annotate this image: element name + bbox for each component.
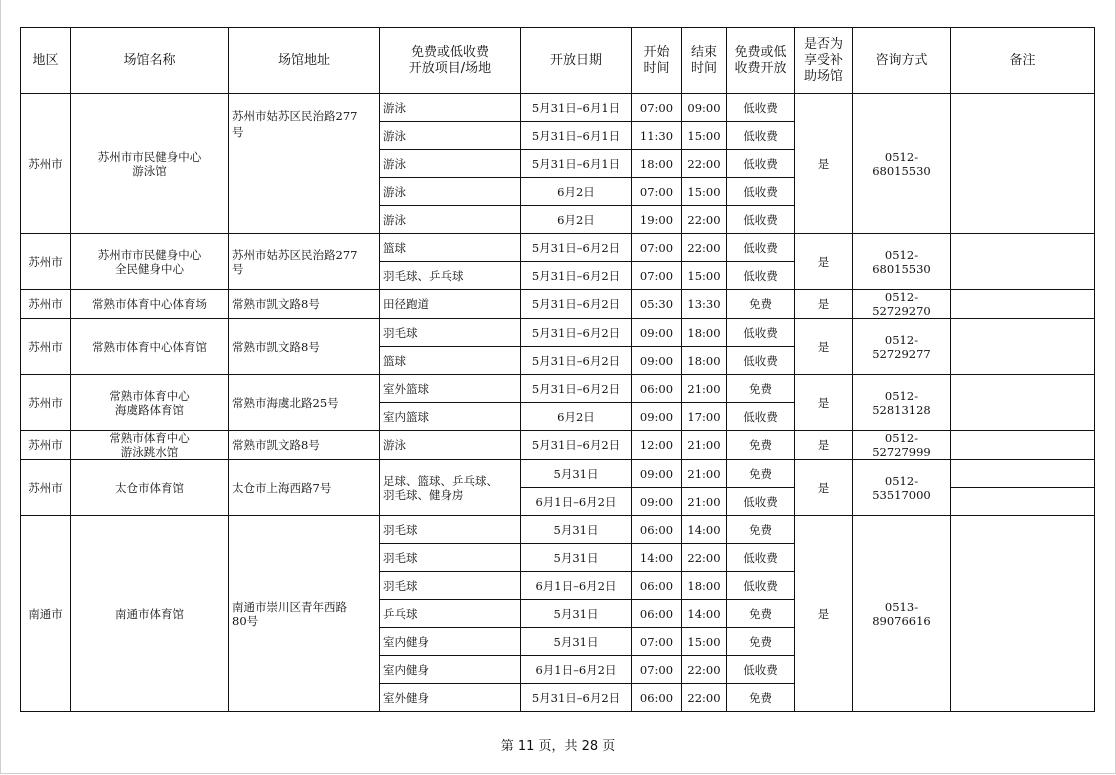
- end-cell: 09:00: [682, 94, 727, 122]
- address-cell: 太仓市上海西路7号: [229, 460, 380, 516]
- start-cell: 05:30: [632, 290, 682, 319]
- address-cell: 常熟市凯文路8号: [229, 431, 380, 460]
- header-subsidy: 是否为 享受补 助场馆: [795, 28, 853, 94]
- start-cell: 09:00: [632, 488, 682, 516]
- project-cell: 室内健身: [380, 628, 521, 656]
- end-cell: 22:00: [682, 150, 727, 178]
- project-cell: 室外篮球: [380, 375, 521, 403]
- subsidy-cell: 是: [795, 516, 853, 712]
- project-cell: 游泳: [380, 122, 521, 150]
- contact-cell: 0512-52729270: [853, 290, 951, 319]
- project-cell: 室内健身: [380, 656, 521, 684]
- venue-name-cell: 常熟市体育中心 游泳跳水馆: [71, 431, 229, 460]
- project-cell: 羽毛球、乒乓球: [380, 262, 521, 290]
- project-cell: 篮球: [380, 234, 521, 262]
- mode-cell: 低收费: [727, 572, 795, 600]
- remark-cell: [951, 460, 1095, 488]
- date-cell: 5月31日: [521, 544, 632, 572]
- project-cell: 篮球: [380, 347, 521, 375]
- table-row: [21, 319, 1095, 347]
- subsidy-cell: 是: [795, 290, 853, 319]
- end-cell: 22:00: [682, 234, 727, 262]
- subsidy-cell: 是: [795, 94, 853, 234]
- date-cell: 5月31日–6月2日: [521, 347, 632, 375]
- remark-cell: [951, 431, 1095, 460]
- contact-cell: 0512-52813128: [853, 375, 951, 431]
- venue-name-cell: 苏州市市民健身中心 全民健身中心: [71, 234, 229, 290]
- start-cell: 18:00: [632, 150, 682, 178]
- date-cell: 5月31日–6月2日: [521, 319, 632, 347]
- mode-cell: 免费: [727, 375, 795, 403]
- end-cell: 18:00: [682, 572, 727, 600]
- start-cell: 07:00: [632, 262, 682, 290]
- end-cell: 14:00: [682, 516, 727, 544]
- region-cell: 苏州市: [21, 94, 71, 234]
- start-cell: 07:00: [632, 628, 682, 656]
- table-row: [21, 290, 1095, 319]
- mode-cell: 免费: [727, 684, 795, 712]
- end-cell: 18:00: [682, 347, 727, 375]
- date-cell: 5月31日–6月2日: [521, 431, 632, 460]
- contact-cell: 0512-52729277: [853, 319, 951, 375]
- end-cell: 22:00: [682, 656, 727, 684]
- date-cell: 5月31日–6月2日: [521, 234, 632, 262]
- table-row: [21, 234, 1095, 262]
- start-cell: 06:00: [632, 684, 682, 712]
- start-cell: 14:00: [632, 544, 682, 572]
- mode-cell: 免费: [727, 628, 795, 656]
- subsidy-cell: 是: [795, 375, 853, 431]
- address-cell: 常熟市凯文路8号: [229, 290, 380, 319]
- date-cell: 5月31日: [521, 516, 632, 544]
- region-cell: 苏州市: [21, 234, 71, 290]
- start-cell: 07:00: [632, 234, 682, 262]
- date-cell: 5月31日: [521, 600, 632, 628]
- region-cell: 苏州市: [21, 460, 71, 516]
- start-cell: 07:00: [632, 656, 682, 684]
- end-cell: 15:00: [682, 628, 727, 656]
- address-cell: 常熟市凯文路8号: [229, 319, 380, 375]
- subsidy-cell: 是: [795, 431, 853, 460]
- venue-name-cell: 常熟市体育中心 海虞路体育馆: [71, 375, 229, 431]
- header-address: 场馆地址: [229, 28, 380, 94]
- end-cell: 22:00: [682, 684, 727, 712]
- start-cell: 09:00: [632, 403, 682, 431]
- subsidy-cell: 是: [795, 319, 853, 375]
- date-cell: 6月1日–6月2日: [521, 488, 632, 516]
- start-cell: 06:00: [632, 572, 682, 600]
- project-cell: 羽毛球: [380, 516, 521, 544]
- end-cell: 13:30: [682, 290, 727, 319]
- date-cell: 5月31日–6月1日: [521, 150, 632, 178]
- venue-name-cell: 常熟市体育中心体育馆: [71, 319, 229, 375]
- end-cell: 22:00: [682, 206, 727, 234]
- mode-cell: 低收费: [727, 94, 795, 122]
- mode-cell: 低收费: [727, 347, 795, 375]
- mode-cell: 免费: [727, 290, 795, 319]
- header-start: 开始 时间: [632, 28, 682, 94]
- date-cell: 5月31日–6月2日: [521, 684, 632, 712]
- header-contact: 咨询方式: [853, 28, 951, 94]
- venue-name-cell: 苏州市市民健身中心 游泳馆: [71, 94, 229, 234]
- contact-cell: 0512-53517000: [853, 460, 951, 516]
- header-remark: 备注: [951, 28, 1095, 94]
- contact-cell: 0512-68015530: [853, 234, 951, 290]
- date-cell: 5月31日: [521, 460, 632, 488]
- date-cell: 5月31日–6月1日: [521, 122, 632, 150]
- end-cell: 21:00: [682, 375, 727, 403]
- end-cell: 21:00: [682, 488, 727, 516]
- date-cell: 5月31日–6月2日: [521, 375, 632, 403]
- header-project: 免费或低收费 开放项目/场地: [380, 28, 521, 94]
- end-cell: 22:00: [682, 544, 727, 572]
- project-cell: 乒乓球: [380, 600, 521, 628]
- contact-cell: 0513-89076616: [853, 516, 951, 712]
- end-cell: 17:00: [682, 403, 727, 431]
- project-cell: 游泳: [380, 150, 521, 178]
- mode-cell: 低收费: [727, 122, 795, 150]
- start-cell: 09:00: [632, 319, 682, 347]
- date-cell: 5月31日–6月2日: [521, 262, 632, 290]
- remark-cell: [951, 516, 1095, 712]
- region-cell: 苏州市: [21, 431, 71, 460]
- mode-cell: 低收费: [727, 403, 795, 431]
- date-cell: 6月2日: [521, 206, 632, 234]
- project-cell: 游泳: [380, 206, 521, 234]
- start-cell: 19:00: [632, 206, 682, 234]
- start-cell: 09:00: [632, 347, 682, 375]
- header-end: 结束 时间: [682, 28, 727, 94]
- mode-cell: 免费: [727, 460, 795, 488]
- start-cell: 07:00: [632, 94, 682, 122]
- mode-cell: 免费: [727, 600, 795, 628]
- table-row: [21, 94, 1095, 122]
- end-cell: 14:00: [682, 600, 727, 628]
- end-cell: 21:00: [682, 431, 727, 460]
- date-cell: 6月1日–6月2日: [521, 656, 632, 684]
- start-cell: 12:00: [632, 431, 682, 460]
- end-cell: 21:00: [682, 460, 727, 488]
- start-cell: 09:00: [632, 460, 682, 488]
- date-cell: 5月31日: [521, 628, 632, 656]
- header-date: 开放日期: [521, 28, 632, 94]
- start-cell: 07:00: [632, 178, 682, 206]
- contact-cell: 0512-52727999: [853, 431, 951, 460]
- mode-cell: 低收费: [727, 544, 795, 572]
- date-cell: 6月2日: [521, 403, 632, 431]
- start-cell: 06:00: [632, 375, 682, 403]
- header-row: [21, 28, 1095, 94]
- remark-cell: [951, 94, 1095, 234]
- mode-cell: 免费: [727, 431, 795, 460]
- date-cell: 5月31日–6月2日: [521, 290, 632, 319]
- venue-name-cell: 南通市体育馆: [71, 516, 229, 712]
- table-row: [21, 460, 1095, 488]
- address-cell: 苏州市姑苏区民治路277 号: [229, 94, 380, 234]
- subsidy-cell: 是: [795, 460, 853, 516]
- address-cell: 常熟市海虞北路25号: [229, 375, 380, 431]
- page-number: 第 11 页，共 28 页: [500, 739, 616, 754]
- project-cell: 游泳: [380, 431, 521, 460]
- region-cell: 南通市: [21, 516, 71, 712]
- mode-cell: 低收费: [727, 488, 795, 516]
- address-cell: 苏州市姑苏区民治路277 号: [229, 234, 380, 290]
- project-cell: 室外健身: [380, 684, 521, 712]
- project-cell: 羽毛球: [380, 572, 521, 600]
- project-cell: 室内篮球: [380, 403, 521, 431]
- region-cell: 苏州市: [21, 319, 71, 375]
- mode-cell: 低收费: [727, 319, 795, 347]
- project-cell: 足球、篮球、乒乓球、 羽毛球、健身房: [380, 460, 521, 516]
- date-cell: 6月1日–6月2日: [521, 572, 632, 600]
- remark-cell: [951, 319, 1095, 375]
- project-cell: 羽毛球: [380, 544, 521, 572]
- date-cell: 5月31日–6月1日: [521, 94, 632, 122]
- project-cell: 游泳: [380, 94, 521, 122]
- project-cell: 游泳: [380, 178, 521, 206]
- contact-cell: 0512-68015530: [853, 94, 951, 234]
- start-cell: 06:00: [632, 600, 682, 628]
- table-row: [21, 375, 1095, 403]
- mode-cell: 低收费: [727, 656, 795, 684]
- mode-cell: 低收费: [727, 178, 795, 206]
- project-cell: 田径跑道: [380, 290, 521, 319]
- date-cell: 6月2日: [521, 178, 632, 206]
- mode-cell: 低收费: [727, 206, 795, 234]
- mode-cell: 免费: [727, 516, 795, 544]
- table-row: [21, 516, 1095, 544]
- subsidy-cell: 是: [795, 234, 853, 290]
- end-cell: 15:00: [682, 122, 727, 150]
- remark-cell: [951, 290, 1095, 319]
- start-cell: 06:00: [632, 516, 682, 544]
- venue-table: [20, 27, 1095, 712]
- header-region: 地区: [21, 28, 71, 94]
- end-cell: 15:00: [682, 178, 727, 206]
- region-cell: 苏州市: [21, 375, 71, 431]
- venue-name-cell: 常熟市体育中心体育场: [71, 290, 229, 319]
- table-row: [21, 431, 1095, 460]
- mode-cell: 低收费: [727, 150, 795, 178]
- region-cell: 苏州市: [21, 290, 71, 319]
- end-cell: 15:00: [682, 262, 727, 290]
- start-cell: 11:30: [632, 122, 682, 150]
- header-mode: 免费或低 收费开放: [727, 28, 795, 94]
- project-cell: 羽毛球: [380, 319, 521, 347]
- mode-cell: 低收费: [727, 234, 795, 262]
- mode-cell: 低收费: [727, 262, 795, 290]
- remark-cell: [951, 234, 1095, 290]
- end-cell: 18:00: [682, 319, 727, 347]
- remark-cell: [951, 375, 1095, 431]
- venue-name-cell: 太仓市体育馆: [71, 460, 229, 516]
- header-venue: 场馆名称: [71, 28, 229, 94]
- remark-cell: [951, 488, 1095, 516]
- address-cell: 南通市崇川区青年西路 80号: [229, 516, 380, 712]
